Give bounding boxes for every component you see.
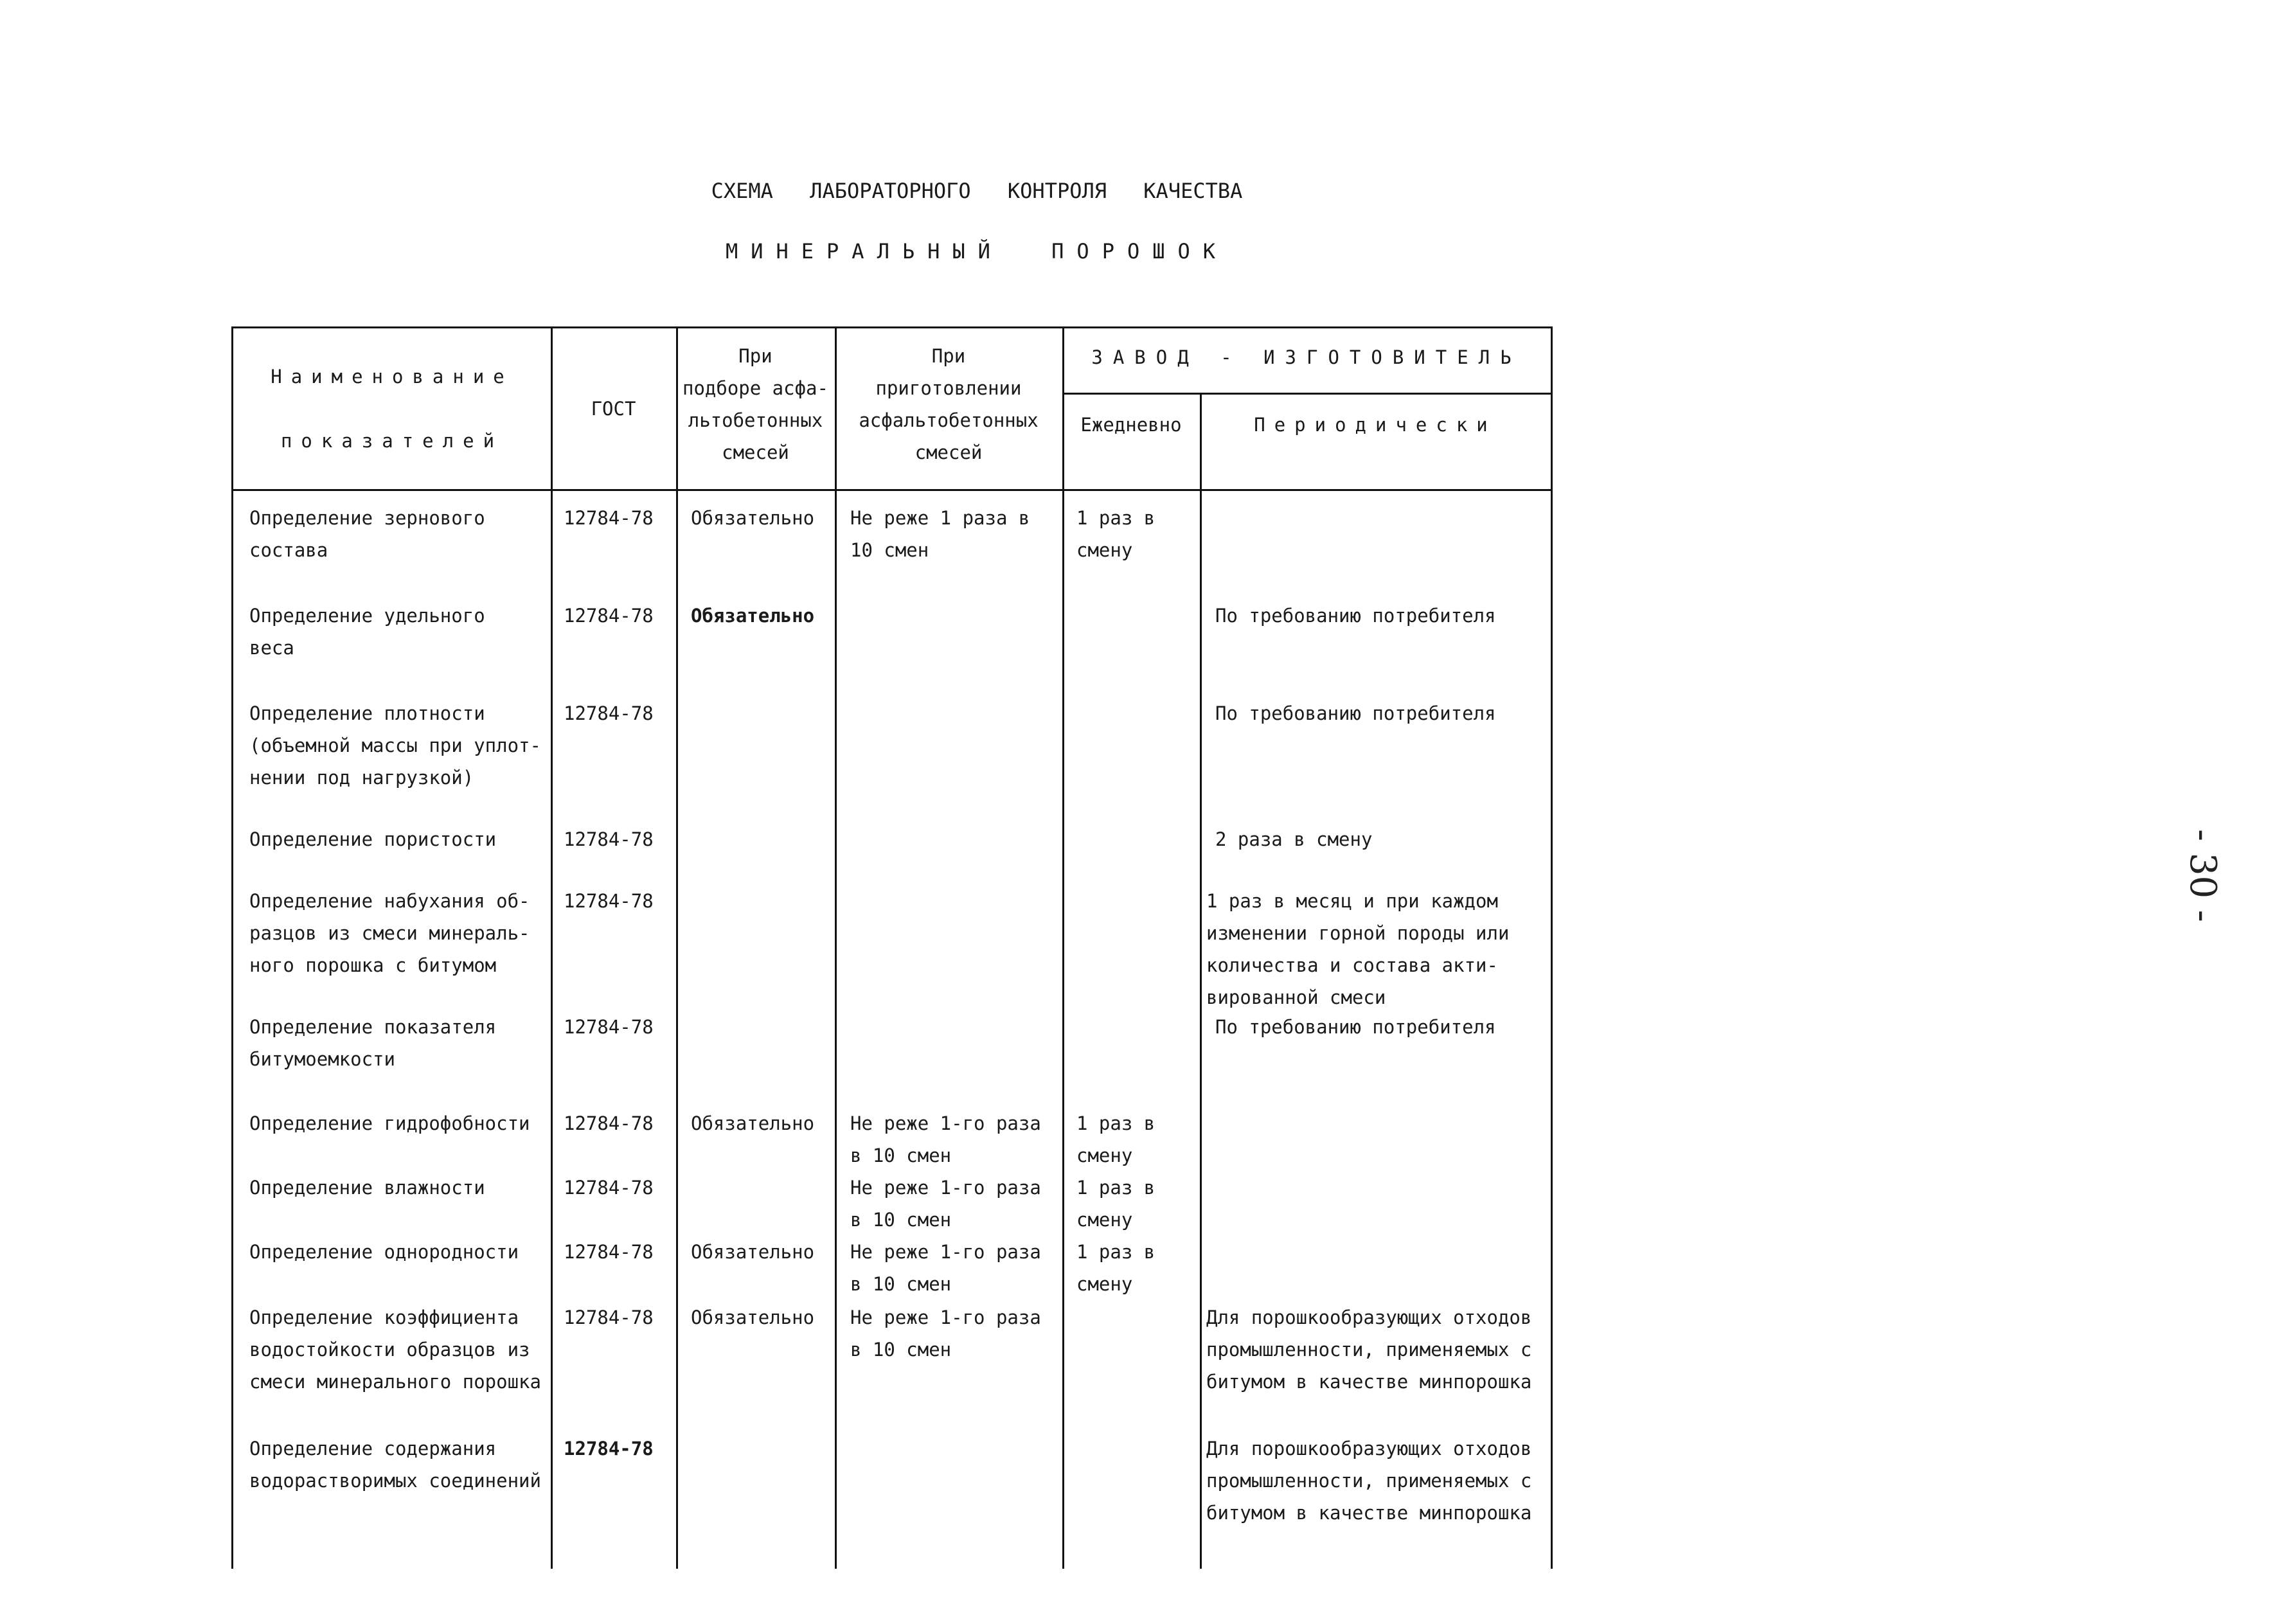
- column-divider: [551, 328, 553, 1569]
- row-name: Определение удельного веса: [249, 605, 485, 659]
- row-gost: 12784-78: [564, 1241, 654, 1263]
- row-gost: 12784-78: [564, 702, 654, 724]
- row-gost: 12784-78: [564, 1307, 654, 1328]
- row-periodic: По требованию потребителя: [1215, 605, 1496, 627]
- row-selection: Обязательно: [691, 1307, 815, 1328]
- row-gost: 12784-78: [564, 1112, 654, 1134]
- column-divider: [835, 328, 837, 1569]
- row-preparation: Не реже 1 раза в 10 смен: [850, 507, 1030, 561]
- row-selection: Обязательно: [691, 1112, 815, 1134]
- row-daily: 1 раз в смену: [1076, 1177, 1155, 1231]
- row-periodic: 1 раз в месяц и при каждом изменении горной породы или количества и состава акти- вированной смеси: [1206, 890, 1510, 1008]
- row-gost: 12784-78: [564, 507, 654, 529]
- row-selection: Обязательно: [691, 507, 815, 529]
- row-name: Определение гидрофобности: [249, 1112, 530, 1134]
- page-number: - 30 -: [2181, 829, 2224, 922]
- row-daily: 1 раз в смену: [1076, 1241, 1155, 1295]
- row-periodic: По требованию потребителя: [1215, 702, 1496, 724]
- header-gost: ГОСТ: [591, 398, 636, 420]
- column-divider: [1062, 328, 1064, 1569]
- row-preparation: Не реже 1-го раза в 10 смен: [850, 1112, 1041, 1166]
- row-gost: 12784-78: [564, 1177, 654, 1199]
- row-preparation: Не реже 1-го раза в 10 смен: [850, 1307, 1041, 1361]
- row-selection: Обязательно: [691, 1241, 815, 1263]
- column-divider: [676, 328, 678, 1569]
- header-name-line1: Наименование: [271, 366, 513, 388]
- header-preparation: При приготовлении асфальтобетонных смесей: [859, 345, 1039, 463]
- row-name: Определение коэффициента водостойкости образцов из смеси минерального порошка: [249, 1307, 541, 1393]
- document-subtitle: МИНЕРАЛЬНЫЙ ПОРОШОК: [725, 239, 1229, 263]
- row-selection: Обязательно: [691, 605, 815, 627]
- header-bottom-line: [233, 489, 1551, 491]
- document-title: СХЕМА ЛАБОРАТОРНОГО КОНТРОЛЯ КАЧЕСТВА: [711, 179, 1243, 203]
- quality-control-table: [231, 326, 1553, 1569]
- header-selection: При подборе асфа- льтобетонных смесей: [682, 345, 828, 463]
- row-name: Определение набухания об- разцов из смеси минераль- ного порошка с битумом: [249, 890, 530, 976]
- row-name: Определение однородности: [249, 1241, 519, 1263]
- column-divider: [1200, 393, 1202, 1569]
- row-gost: 12784-78: [564, 1016, 654, 1038]
- row-periodic: Для порошкообразующих отходов промышленности, применяемых с битумом в качестве минпорошка: [1206, 1307, 1532, 1393]
- row-periodic: 2 раза в смену: [1215, 828, 1373, 850]
- header-periodic: Периодически: [1254, 414, 1497, 436]
- header-divider: [1062, 393, 1551, 395]
- row-gost: 12784-78: [564, 605, 654, 627]
- row-gost: 12784-78: [564, 890, 654, 912]
- row-name: Определение плотности (объемной массы при уплот- нении под нагрузкой): [249, 702, 541, 789]
- header-name-line2: показателей: [280, 430, 504, 452]
- row-preparation: Не реже 1-го раза в 10 смен: [850, 1177, 1041, 1231]
- row-name: Определение зернового состава: [249, 507, 485, 561]
- row-daily: 1 раз в смену: [1076, 507, 1155, 561]
- header-plant: ЗАВОД - ИЗГОТОВИТЕЛЬ: [1091, 346, 1522, 368]
- header-daily: Ежедневно: [1080, 414, 1182, 436]
- row-daily: 1 раз в смену: [1076, 1112, 1155, 1166]
- row-gost: 12784-78: [564, 828, 654, 850]
- row-preparation: Не реже 1-го раза в 10 смен: [850, 1241, 1041, 1295]
- row-name: Определение содержания водорастворимых соединений: [249, 1438, 541, 1492]
- row-name: Определение влажности: [249, 1177, 485, 1199]
- row-periodic: По требованию потребителя: [1215, 1016, 1496, 1038]
- row-gost: 12784-78: [564, 1438, 654, 1459]
- row-name: Определение показателя битумоемкости: [249, 1016, 497, 1070]
- row-periodic: Для порошкообразующих отходов промышленности, применяемых с битумом в качестве минпорошка: [1206, 1438, 1532, 1524]
- row-name: Определение пористости: [249, 828, 497, 850]
